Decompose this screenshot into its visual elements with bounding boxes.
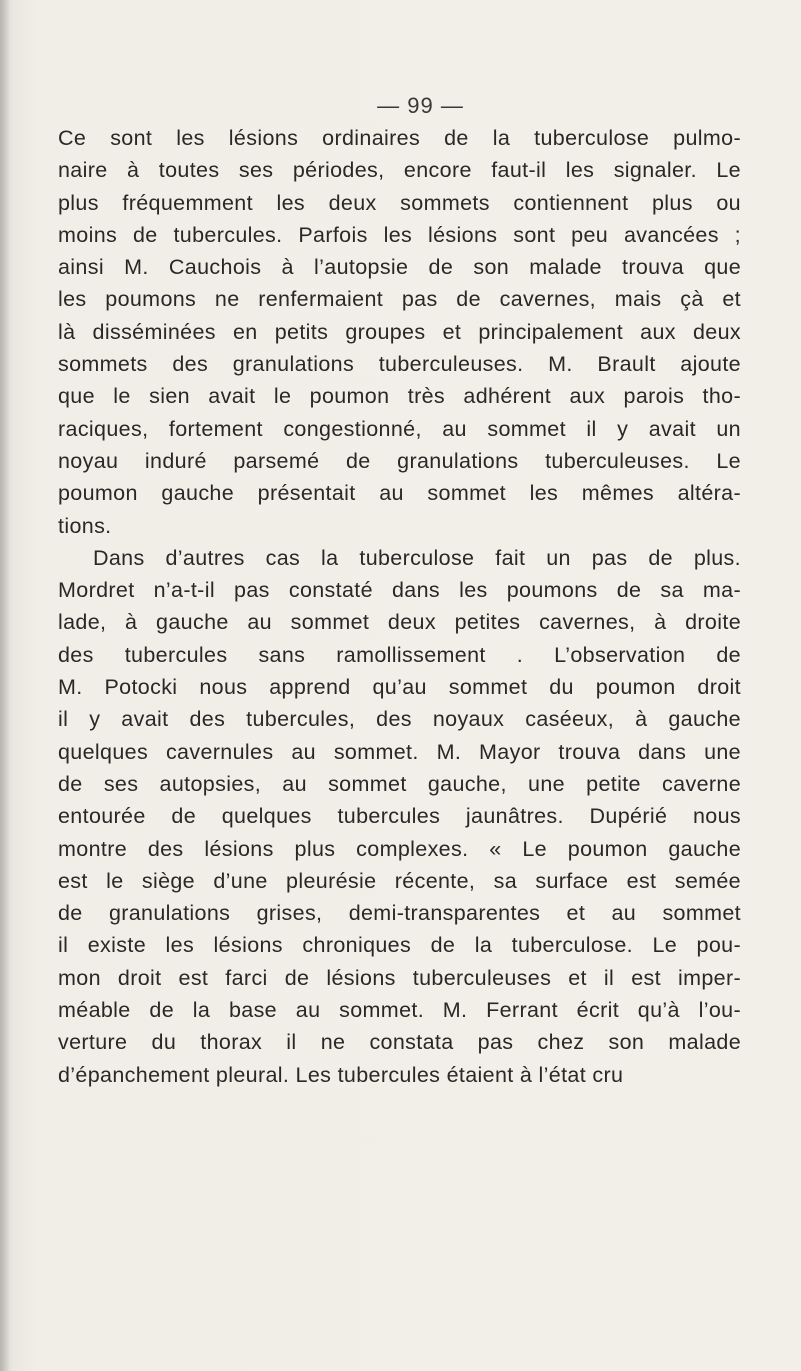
text-line: verture du thorax il ne constata pas chez son malade [58, 1030, 741, 1055]
text-line: est le siège d’une pleurésie récente, sa surface est semée [58, 868, 741, 893]
text-line: des tubercules sans ramollissement . L’observation de [58, 642, 741, 667]
text-line: M. Potocki nous apprend qu’au sommet du poumon droit [58, 675, 741, 700]
text-line: que le sien avait le poumon très adhérent aux parois tho- [58, 384, 741, 409]
text-line: il existe les lésions chroniques de la tuberculose. Le pou- [58, 933, 741, 958]
text-line: tions. [58, 513, 112, 538]
text-line: ainsi M. Cauchois à l’autopsie de son malade trouva que [58, 255, 741, 280]
text-line: raciques, fortement congestionné, au sommet il y avait un [58, 416, 741, 441]
text-line: Mordret n’a-t-il pas constaté dans les poumons de sa ma- [58, 578, 741, 603]
page-number: — 99 — [377, 93, 464, 118]
binding-shadow [0, 0, 10, 1371]
text-line: lade, à gauche au sommet deux petites cavernes, à droite [58, 610, 741, 635]
text-line: Ce sont les lésions ordinaires de la tuberculose pulmo- [58, 126, 741, 150]
text-line: de granulations grises, demi-transparentes et au sommet [58, 901, 741, 926]
text-line: méable de la base au sommet. M. Ferrant écrit qu’à l’ou- [58, 998, 741, 1023]
text-line: sommets des granulations tuberculeuses. M. Brault ajoute [58, 352, 741, 377]
text-line: montre des lésions plus complexes. « Le poumon gauche [58, 836, 741, 861]
text-line: moins de tubercules. Parfois les lésions sont peu avancées ; [58, 222, 741, 247]
text-line: il y avait des tubercules, des noyaux caséeux, à gauche [58, 707, 741, 732]
text-line: poumon gauche présentait au sommet les mêmes altéra- [58, 481, 741, 506]
text-line: plus fréquemment les deux sommets contiennent plus ou [58, 190, 741, 215]
text-line: mon droit est farci de lésions tuberculeuses et il est imper- [58, 965, 741, 990]
text-line: là disséminées en petits groupes et principalement aux deux [58, 319, 741, 344]
text-line: quelques cavernules au sommet. M. Mayor trouva dans une [58, 739, 741, 764]
text-line: d’épanchement pleural. Les tubercules étaient à l’état cru [58, 1062, 624, 1087]
text-line: de ses autopsies, au sommet gauche, une petite caverne [58, 771, 741, 796]
text-line: les poumons ne renfermaient pas de cavernes, mais çà et [58, 287, 741, 312]
text-line: Dans d’autres cas la tuberculose fait un pas de plus. [93, 545, 741, 570]
text-line: naire à toutes ses périodes, encore faut-il les signaler. Le [58, 158, 741, 183]
body-text [58, 122, 741, 1091]
text-line: entourée de quelques tubercules jaunâtres. Dupérié nous [58, 804, 741, 829]
text-line: noyau induré parsemé de granulations tuberculeuses. Le [58, 448, 741, 473]
